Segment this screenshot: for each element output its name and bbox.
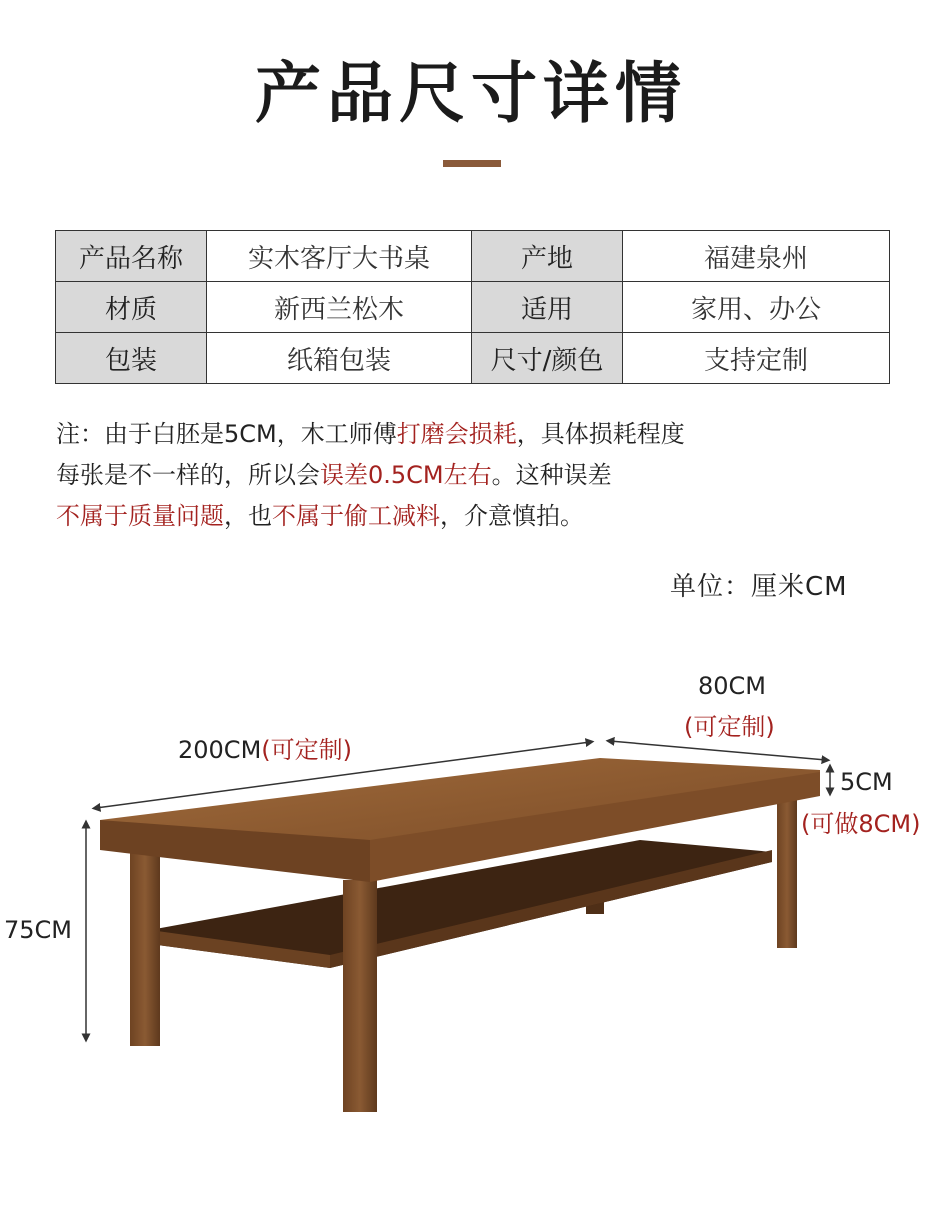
note-highlight: 误差0.5CM左右 xyxy=(320,461,492,489)
spec-value-usage: 家用、办公 xyxy=(623,282,890,333)
thickness-value: 5CM xyxy=(840,768,893,796)
note-part: 每张是不一样的，所以会 xyxy=(56,461,320,489)
length-label xyxy=(178,730,352,765)
spec-value-material: 新西兰松木 xyxy=(207,282,472,333)
width-custom-note xyxy=(684,707,775,742)
front-left-leg xyxy=(130,850,160,1046)
length-custom-note: (可定制) xyxy=(261,736,353,764)
unit-label: 单位：厘米CM xyxy=(670,572,848,602)
spec-value-name: 实木客厅大书桌 xyxy=(207,231,472,282)
thickness-custom-text: (可做8CM) xyxy=(801,810,921,838)
spec-value-packaging: 纸箱包装 xyxy=(207,333,472,384)
spec-value-size-color: 支持定制 xyxy=(623,333,890,384)
width-value: 80CM xyxy=(698,672,767,700)
height-value: 75CM xyxy=(4,916,73,944)
thickness-custom-note xyxy=(801,804,920,839)
note-part: ，介意慎拍。 xyxy=(440,502,584,530)
table-row xyxy=(56,231,890,282)
spec-label-usage: 适用 xyxy=(472,282,623,333)
spec-label-name: 产品名称 xyxy=(56,231,207,282)
note-highlight: 不属于质量问题 xyxy=(56,502,224,530)
note-text xyxy=(56,414,896,537)
spec-label-size-color: 尺寸/颜色 xyxy=(472,333,623,384)
front-right-leg xyxy=(343,880,377,1112)
table-row xyxy=(56,282,890,333)
table-row xyxy=(56,333,890,384)
spec-label-origin: 产地 xyxy=(472,231,623,282)
spec-table xyxy=(55,230,890,384)
width-custom-text: (可定制) xyxy=(684,713,775,741)
note-part: 注：由于白胚是5CM，木工师傅 xyxy=(56,420,397,448)
spec-value-origin: 福建泉州 xyxy=(623,231,890,282)
length-value: 200CM xyxy=(178,736,262,764)
note-part: ，也 xyxy=(224,502,272,530)
title-underline xyxy=(443,160,501,167)
note-highlight: 不属于偷工减料 xyxy=(272,502,440,530)
right-back-leg xyxy=(777,790,797,948)
note-part: ，具体损耗程度 xyxy=(516,420,685,448)
width-dimension-line xyxy=(610,741,826,760)
page-title: 产品尺寸详情 xyxy=(255,54,687,132)
note-highlight: 打磨会损耗 xyxy=(396,420,517,448)
spec-label-material: 材质 xyxy=(56,282,207,333)
table-illustration xyxy=(0,600,942,1160)
spec-label-packaging: 包装 xyxy=(56,333,207,384)
note-part: 。这种误差 xyxy=(491,461,612,489)
